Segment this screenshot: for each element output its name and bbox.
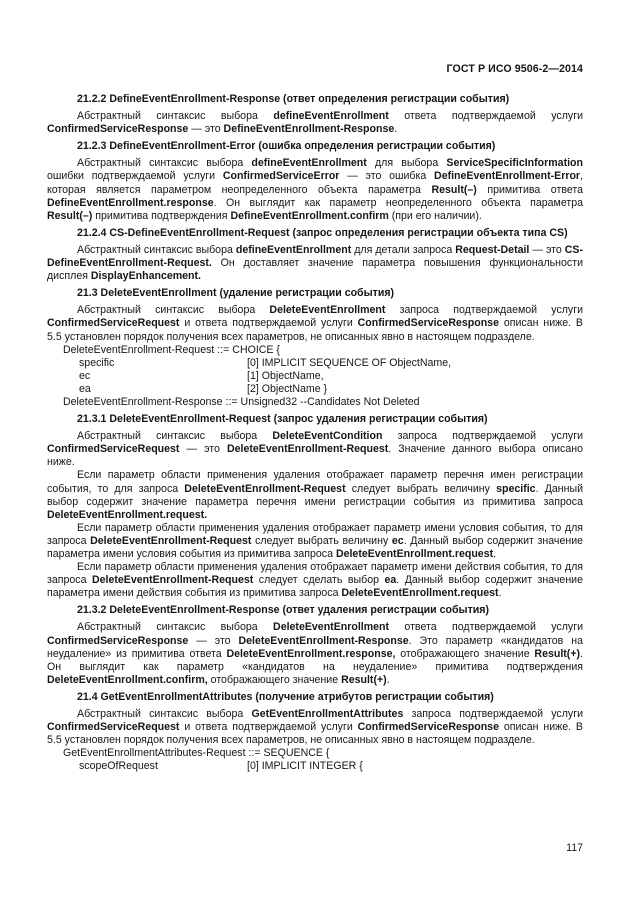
asn1-code-field: specific [0] IMPLICIT SEQUENCE OF ObjectName, (79, 356, 452, 369)
paragraph: Абстрактный синтаксис выбора DeleteEventCondition запроса подтверждаемой услуги ConfirmedServiceRequest — это DeleteEventEnrollment-Request. Значение данного выбора описано ниже. (47, 430, 583, 469)
section-heading: 21.3 DeleteEventEnrollment (удаление регистрации события) (77, 287, 395, 300)
paragraph: Абстрактный синтаксис выбора defineEventEnrollment ответа подтверждаемой услуги ConfirmedServiceResponse — это DefineEventEnrollment-Response. (47, 110, 583, 136)
paragraph: Если параметр области применения удаления отображает параметр имени действия события, то для запроса DeleteEventEnrollment-Request следует сделать выбор ea. Данный выбор содержит значение параметра имени действия события из примитива запроса DeleteEventEnrollment.request. (47, 561, 583, 600)
section-heading: 21.3.1 DeleteEventEnrollment-Request (запрос удаления регистрации события) (77, 413, 488, 426)
paragraph: Если параметр области применения удаления отображает параметр имени условия события, то для запроса DeleteEventEnrollment-Request следует выбрать величину ec. Данный выбор содержит значение параметра имени условия события из примитива запроса DeleteEventEnrollment.request. (47, 521, 583, 560)
paragraph: Абстрактный синтаксис выбора DeleteEventEnrollment запроса подтверждаемой услуги ConfirmedServiceRequest и ответа подтверждаемой услуги ConfirmedServiceResponse описан ниже. В 5.5 установлен порядок получения всех параметров, не описанных явно в настоящем подразделе. (47, 304, 583, 343)
paragraph: Абстрактный синтаксис выбора defineEventEnrollment для детали запроса Request-Detail — это CS-DefineEventEnrollment-Request. Он доставляет значение параметра повышения функциональности дисплея DisplayEnhancement. (47, 243, 583, 283)
document-header: ГОСТ Р ИСО 9506-2—2014 (446, 63, 583, 75)
asn1-code-field: scopeOfRequest [0] IMPLICIT INTEGER { (79, 760, 363, 773)
section-heading: 21.2.3 DefineEventEnrollment-Error (ошибка определения регистрации события) (77, 140, 496, 153)
paragraph: Если параметр области применения удаления отображает параметр перечня имен регистрации события, то для запроса DeleteEventEnrollment-Request следует выбрать величину specific. Данный выбор содержит значение параметра перечня имени регистрации события из примитива запроса DeleteEventEnrollment.request. (47, 469, 583, 521)
document-body (47, 93, 583, 774)
asn1-code-line: DeleteEventEnrollment-Response ::= Unsigned32 --Candidates Not Deleted (63, 395, 420, 408)
asn1-code-line: DeleteEventEnrollment-Request ::= CHOICE { (63, 343, 280, 356)
section-heading: 21.2.2 DefineEventEnrollment-Response (ответ определения регистрации события) (77, 93, 510, 105)
asn1-code-field: ec [1] ObjectName, (79, 369, 324, 382)
paragraph: Абстрактный синтаксис выбора DeleteEventEnrollment ответа подтверждаемой услуги ConfirmedServiceResponse — это DeleteEventEnrollment-Response. Это параметр «кандидатов на неудаление» из примитива ответа DeleteEventEnrollment.response, отображающего значение Result(+). Он выглядит как параметр «кандидатов на неудаление» примитива подтверждения DeleteEventEnrollment.confirm, отображающего значение Result(+). (47, 621, 583, 686)
section-heading: 21.4 GetEventEnrollmentAttributes (получение атрибутов регистрации события) (77, 690, 494, 703)
page-number: 117 (566, 842, 583, 854)
section-heading: 21.3.2 DeleteEventEnrollment-Response (ответ удаления регистрации события) (77, 604, 489, 617)
section-heading: 21.2.4 CS-DefineEventEnrollment-Request (запрос определения регистрации объекта типа CS) (77, 226, 568, 239)
paragraph: Абстрактный синтаксис выбора GetEventEnrollmentAttributes запроса подтверждаемой услуги ConfirmedServiceRequest и ответа подтверждаемой услуги ConfirmedServiceResponse описан ниже. В 5.5 установлен порядок получения всех параметров, не описанных явно в настоящем подразделе. (47, 708, 583, 747)
asn1-code-field: ea [2] ObjectName } (79, 382, 328, 395)
asn1-code-line: GetEventEnrollmentAttributes-Request ::= SEQUENCE { (63, 747, 330, 760)
paragraph: Абстрактный синтаксис выбора defineEventEnrollment для выбора ServiceSpecificInformation ошибки подтверждаемой услуги ConfirmedServiceError — это ошибка DefineEventEnrollment-Error, которая является параметром неопределенного объекта параметра Result(–) примитива ответа DefineEventEnrollment.response. Он выглядит как параметр неопределенного объекта параметра Result(–) примитива подтверждения DefineEventEnrollment.confirm (при его наличии). (47, 157, 583, 222)
